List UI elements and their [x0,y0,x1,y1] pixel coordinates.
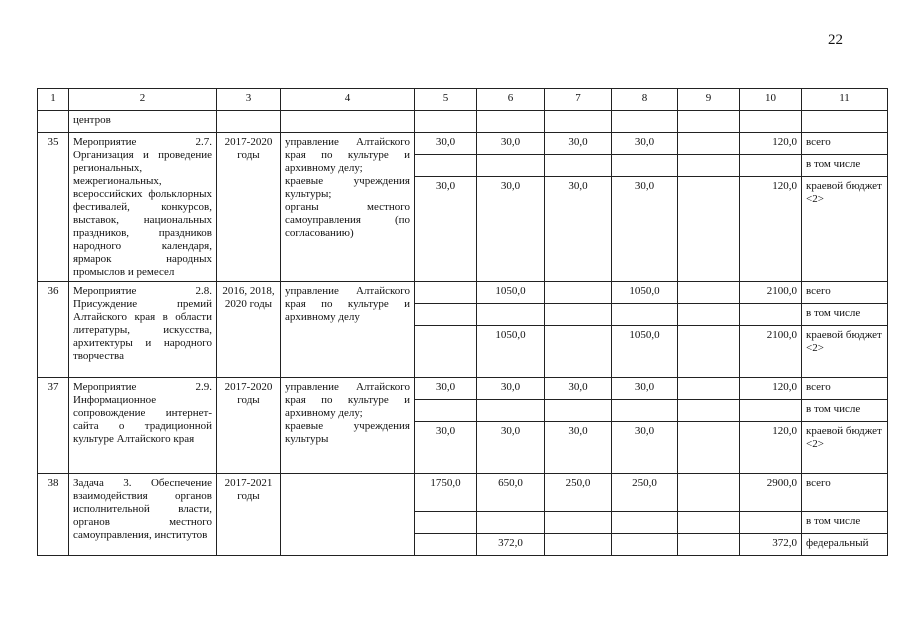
amount-cell [678,378,740,400]
amount-cell [678,133,740,155]
header-cell: 6 [477,89,545,111]
empty-cell [477,111,545,133]
amount-cell [415,155,477,177]
amount-cell: 120,0 [740,378,802,400]
amount-cell [415,400,477,422]
amount-cell [415,282,477,304]
row-number: 38 [38,474,69,556]
amount-cell: 1750,0 [415,474,477,512]
empty-cell [281,111,415,133]
amount-cell: 30,0 [612,422,678,474]
funding-source: краевой бюджет <2> [802,422,888,474]
amount-cell [612,155,678,177]
continuation-row [38,111,888,133]
amount-cell: 372,0 [740,534,802,556]
row-number: 37 [38,378,69,474]
amount-cell: 30,0 [415,133,477,155]
activity-name: Мероприятие 2.7. Организация и проведение региональных, межрегиональных, всероссийских фольклорных фестивалей, конкурсов, выставок, национальных праздников, праздников народного календаря, ярмарок народных промыслов и ремесел [69,133,217,282]
amount-cell [678,400,740,422]
amount-cell [678,326,740,378]
header-cell: 7 [545,89,612,111]
row-number: 35 [38,133,69,282]
amount-cell: 1050,0 [612,282,678,304]
amount-cell: 1050,0 [477,326,545,378]
page-number: 22 [828,32,843,48]
funding-source: в том числе [802,304,888,326]
amount-cell [678,422,740,474]
funding-source: в том числе [802,400,888,422]
activity-name: Задача 3. Обеспечение взаимодействия органов исполнительной власти, органов местного самоуправления, институтов [69,474,217,556]
header-cell: 5 [415,89,477,111]
table-row [38,133,888,155]
amount-cell [678,304,740,326]
amount-cell: 250,0 [612,474,678,512]
amount-cell: 30,0 [545,133,612,155]
activity-name: Мероприятие 2.8. Присуждение премий Алтайского края в области литературы, искусства, архитектуры и народного творчества [69,282,217,378]
amount-cell: 30,0 [477,133,545,155]
amount-cell [678,534,740,556]
amount-cell: 30,0 [612,378,678,400]
amount-cell: 30,0 [477,177,545,282]
amount-cell [477,400,545,422]
header-cell: 8 [612,89,678,111]
amount-cell [678,512,740,534]
funding-source: в том числе [802,512,888,534]
amount-cell: 120,0 [740,133,802,155]
table-row [38,282,888,304]
funding-source: краевой бюджет <2> [802,177,888,282]
funding-source: федеральный [802,534,888,556]
amount-cell: 2100,0 [740,326,802,378]
period-years: 2016, 2018, 2020 годы [217,282,281,378]
amount-cell: 30,0 [545,422,612,474]
amount-cell [612,304,678,326]
amount-cell: 30,0 [545,378,612,400]
amount-cell [678,177,740,282]
amount-cell [545,304,612,326]
funding-source: всего [802,378,888,400]
funding-source: всего [802,133,888,155]
amount-cell: 250,0 [545,474,612,512]
row-number: 36 [38,282,69,378]
continuation-text: центров [69,111,217,133]
amount-cell [477,512,545,534]
amount-cell [415,326,477,378]
header-cell: 1 [38,89,69,111]
header-cell: 11 [802,89,888,111]
amount-cell [612,512,678,534]
amount-cell: 30,0 [612,133,678,155]
funding-source: всего [802,474,888,512]
amount-cell [612,400,678,422]
empty-cell [678,111,740,133]
empty-cell [545,111,612,133]
amount-cell [740,155,802,177]
amount-cell: 650,0 [477,474,545,512]
empty-cell [802,111,888,133]
amount-cell [477,155,545,177]
executor [281,474,415,556]
amount-cell [545,534,612,556]
table-row [38,474,888,512]
activity-name: Мероприятие 2.9. Информационное сопровождение интернет-сайта о традиционной культуре Алтайского края [69,378,217,474]
amount-cell [612,534,678,556]
header-cell: 9 [678,89,740,111]
amount-cell: 30,0 [415,177,477,282]
amount-cell [477,304,545,326]
program-table [37,88,888,556]
empty-cell [415,111,477,133]
header-cell: 10 [740,89,802,111]
amount-cell: 30,0 [477,422,545,474]
amount-cell: 120,0 [740,422,802,474]
amount-cell [678,474,740,512]
amount-cell [740,512,802,534]
period-years: 2017-2020 годы [217,378,281,474]
table-row [38,378,888,400]
header-cell: 3 [217,89,281,111]
amount-cell: 120,0 [740,177,802,282]
header-row [38,89,888,111]
amount-cell: 372,0 [477,534,545,556]
executor: управление Алтайского края по культуре и архивному делу [281,282,415,378]
funding-source: всего [802,282,888,304]
amount-cell [545,282,612,304]
header-cell: 2 [69,89,217,111]
amount-cell: 30,0 [415,378,477,400]
empty-cell [612,111,678,133]
amount-cell: 30,0 [612,177,678,282]
empty-cell [38,111,69,133]
amount-cell [545,326,612,378]
period-years: 2017-2021 годы [217,474,281,556]
amount-cell: 1050,0 [477,282,545,304]
amount-cell: 2100,0 [740,282,802,304]
amount-cell: 1050,0 [612,326,678,378]
funding-source: краевой бюджет <2> [802,326,888,378]
executor: управление Алтайского края по культуре и архивному делу; краевые учреждения культуры; органы местного самоуправления (по согласованию) [281,133,415,282]
amount-cell [415,512,477,534]
amount-cell [740,304,802,326]
empty-cell [740,111,802,133]
amount-cell: 30,0 [415,422,477,474]
amount-cell [545,512,612,534]
amount-cell [678,282,740,304]
amount-cell [415,534,477,556]
amount-cell [545,155,612,177]
empty-cell [217,111,281,133]
amount-cell [415,304,477,326]
amount-cell [740,400,802,422]
amount-cell: 30,0 [545,177,612,282]
amount-cell: 30,0 [477,378,545,400]
amount-cell [545,400,612,422]
executor: управление Алтайского края по культуре и архивному делу; краевые учреждения культуры [281,378,415,474]
header-cell: 4 [281,89,415,111]
amount-cell [678,155,740,177]
amount-cell: 2900,0 [740,474,802,512]
period-years: 2017-2020 годы [217,133,281,282]
funding-source: в том числе [802,155,888,177]
